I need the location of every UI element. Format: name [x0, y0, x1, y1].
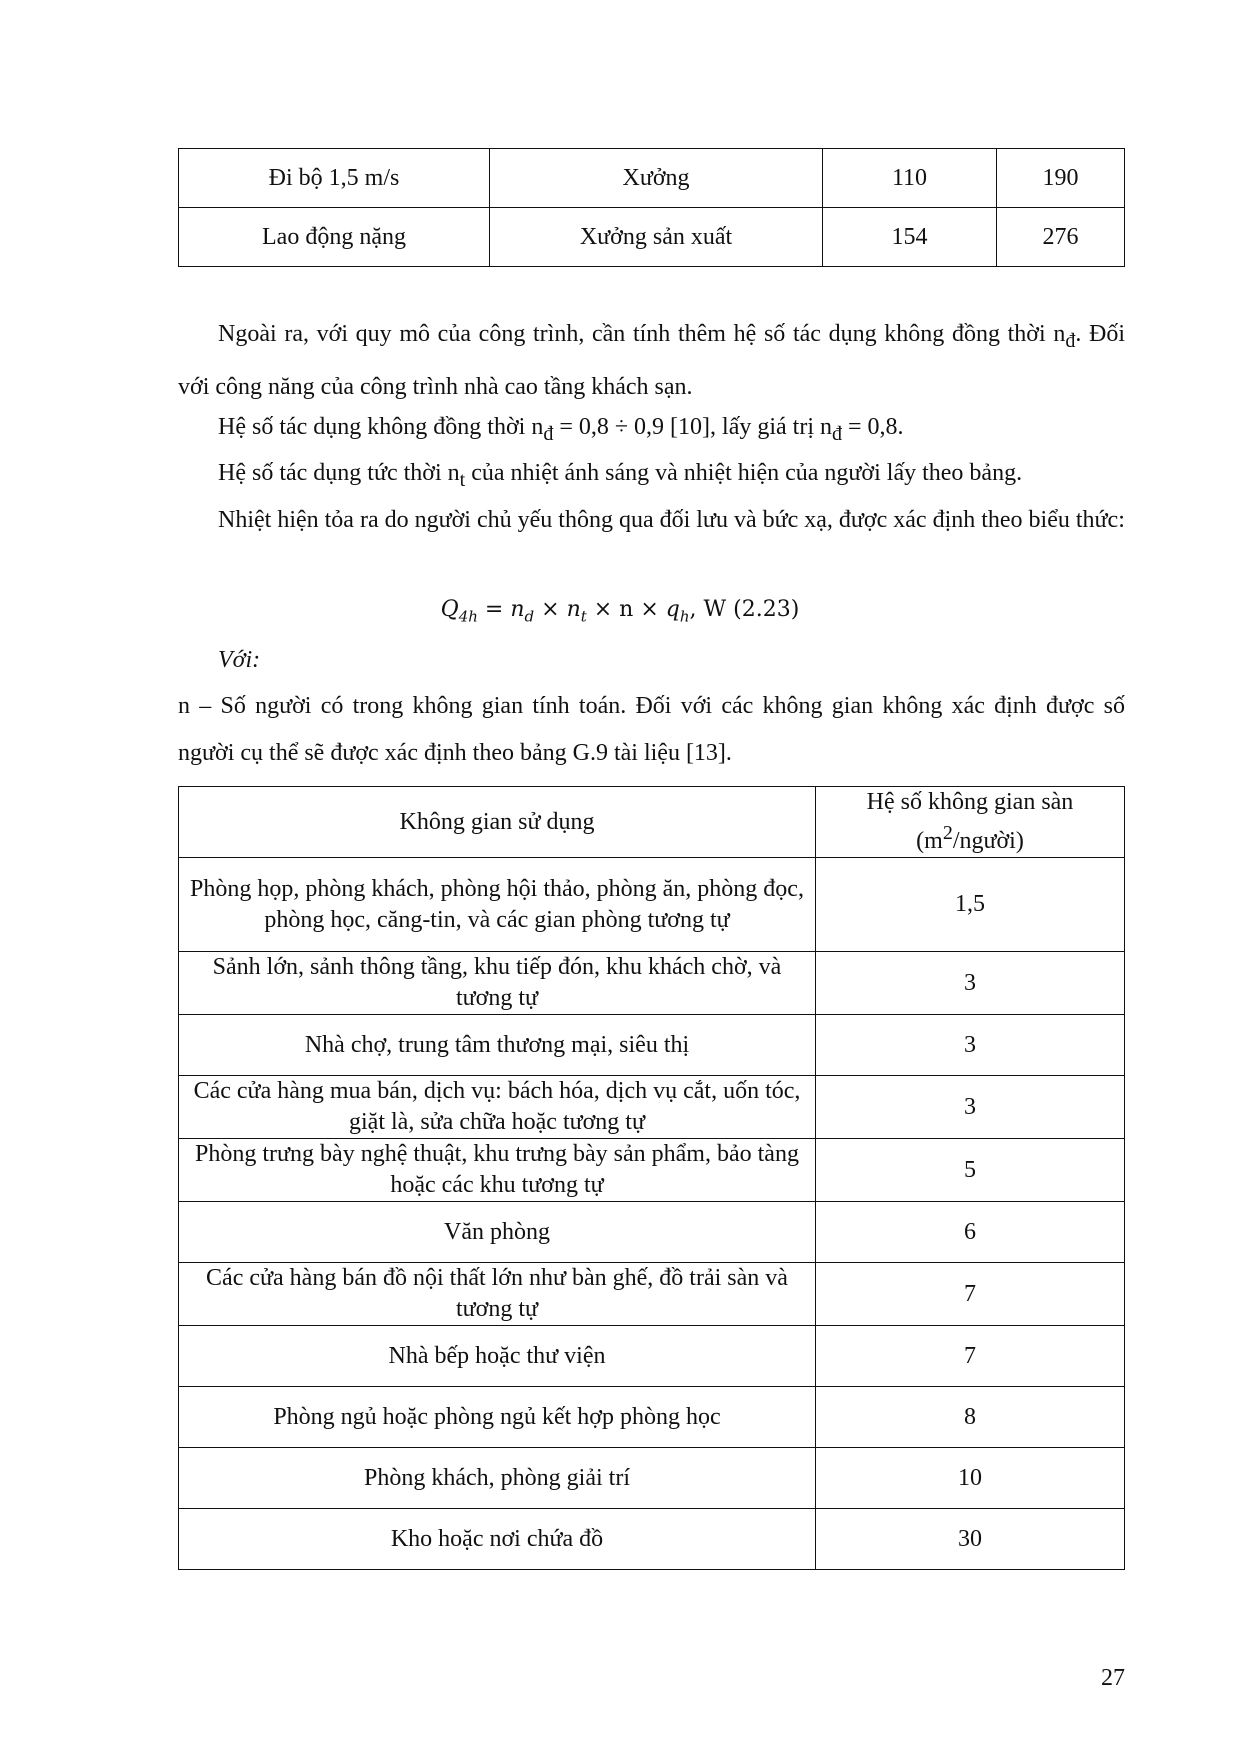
table-row [179, 1326, 1125, 1387]
table-row [179, 858, 1125, 952]
table-row [179, 1202, 1125, 1263]
text: Hệ số không gian sàn [866, 789, 1074, 815]
table-cell: Kho hoặc nơi chứa đồ [179, 1509, 816, 1570]
table-row [179, 1448, 1125, 1509]
text: = 0,8. [842, 414, 904, 440]
formula-subscript: h [679, 607, 690, 626]
table-cell: 190 [997, 149, 1125, 208]
table-cell: 276 [997, 208, 1125, 267]
table-row [179, 1076, 1125, 1139]
paragraph-number-of-people: n – Số người có trong không gian tính toán. Đối với các không gian không xác định được số người cụ thể sẽ được xác định theo bảng G.9 tài liệu [13]. [178, 693, 1125, 766]
table-row [179, 208, 1125, 267]
table-header-cell [816, 787, 1125, 858]
formula-operator: × n × [586, 597, 666, 622]
formula-symbol: n [566, 597, 581, 622]
formula-2-23 [0, 597, 1240, 625]
table-cell: Đi bộ 1,5 m/s [179, 149, 490, 208]
table-cell: 3 [816, 1076, 1125, 1139]
formula-operator: × [534, 597, 567, 622]
formula-operator: = [477, 597, 511, 622]
table-cell: Sảnh lớn, sảnh thông tầng, khu tiếp đón, khu khách chờ, và tương tự [179, 952, 816, 1015]
table-cell: 7 [816, 1326, 1125, 1387]
table-cell: 7 [816, 1263, 1125, 1326]
table-cell: Các cửa hàng mua bán, dịch vụ: bách hóa, dịch vụ cắt, uốn tóc, giặt là, sửa chữa hoặc tương tự [179, 1076, 816, 1139]
subscript: đ [1065, 329, 1076, 352]
formula-subscript: 4h [458, 607, 478, 626]
text: = 0,8 ÷ 0,9 [10], lấy giá trị n [553, 414, 832, 440]
formula-subscript: t [580, 607, 587, 626]
table-row [179, 149, 1125, 208]
table-row [179, 1263, 1125, 1326]
superscript: 2 [942, 822, 953, 844]
table-cell: Phòng ngủ hoặc phòng ngủ kết hợp phòng học [179, 1387, 816, 1448]
subscript: đ [543, 422, 554, 445]
table-header-cell: Không gian sử dụng [179, 787, 816, 858]
text: . Đối với công năng của công trình nhà cao tầng khách sạn. [178, 321, 1125, 401]
table-cell: 10 [816, 1448, 1125, 1509]
text: Hệ số tác dụng tức thời n [218, 460, 460, 486]
paragraph-simultaneity [178, 311, 1125, 411]
table-cell: Phòng trưng bày nghệ thuật, khu trưng bày sản phẩm, bảo tàng hoặc các khu tương tự [179, 1139, 816, 1202]
formula-symbol: Q [440, 597, 459, 622]
formula-subscript: d [524, 607, 535, 626]
paragraph-sensible-heat: Nhiệt hiện tỏa ra do người chủ yếu thông qua đối lưu và bức xạ, được xác định theo biểu thức: [218, 507, 1125, 533]
table-row [179, 1015, 1125, 1076]
formula-number: (2.23) [726, 597, 800, 622]
table-row [179, 1387, 1125, 1448]
page-number: 27 [1101, 1665, 1125, 1691]
table-row [179, 952, 1125, 1015]
table-header-row [179, 787, 1125, 858]
table-cell: Phòng khách, phòng giải trí [179, 1448, 816, 1509]
table-cell: Văn phòng [179, 1202, 816, 1263]
table-cell: 8 [816, 1387, 1125, 1448]
text: Hệ số tác dụng không đồng thời n [218, 414, 544, 440]
table-cell: 1,5 [816, 858, 1125, 952]
table-cell: Phòng họp, phòng khách, phòng hội thảo, phòng ăn, phòng đọc, phòng học, căng-tin, và các gian phòng tương tự [179, 858, 816, 952]
subscript: đ [832, 422, 842, 445]
table-cell: Các cửa hàng bán đồ nội thất lớn như bàn ghế, đồ trải sàn và tương tự [179, 1263, 816, 1326]
table-cell: 6 [816, 1202, 1125, 1263]
formula-unit: , W [689, 597, 727, 622]
text: (m [916, 828, 943, 854]
text: /người) [952, 828, 1024, 854]
table-cell: Xưởng [490, 149, 823, 208]
table-cell: 5 [816, 1139, 1125, 1202]
table-cell: 154 [823, 208, 997, 267]
heat-table-continuation [178, 148, 1125, 267]
table-cell: 3 [816, 952, 1125, 1015]
text: Ngoài ra, với quy mô của công trình, cần tính thêm hệ số tác dụng không đồng thời n [218, 321, 1066, 347]
text: của nhiệt ánh sáng và nhiệt hiện của người lấy theo bảng. [465, 460, 1023, 486]
formula-symbol: n [510, 597, 525, 622]
table-cell: Nhà chợ, trung tâm thương mại, siêu thị [179, 1015, 816, 1076]
formula-symbol: q [665, 597, 680, 622]
table-cell: Nhà bếp hoặc thư viện [179, 1326, 816, 1387]
paragraph-instant-factor [178, 450, 1125, 503]
table-cell: 30 [816, 1509, 1125, 1570]
table-row [179, 1139, 1125, 1202]
table-cell: Xưởng sản xuất [490, 208, 823, 267]
table-cell: 3 [816, 1015, 1125, 1076]
floor-space-table [178, 786, 1125, 1570]
table-cell: Lao động nặng [179, 208, 490, 267]
subscript: t [459, 468, 466, 491]
table-cell: 110 [823, 149, 997, 208]
table-row [179, 1509, 1125, 1570]
with-label: Với: [218, 647, 261, 673]
